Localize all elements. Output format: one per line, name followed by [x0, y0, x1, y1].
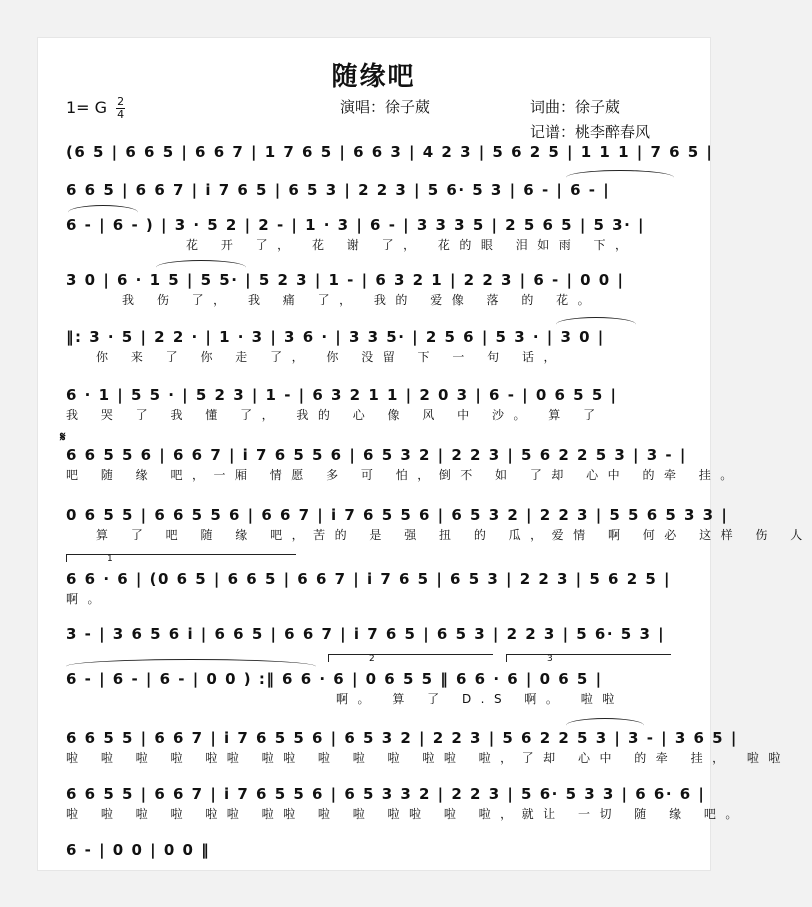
- lyric-line: 算 了 吧 随 缘 吧，苦的 是 强 扭 的 瓜，爱情 啊 何必 这样 伤 人: [96, 528, 812, 542]
- volta-bracket-1: 1: [66, 554, 296, 562]
- notation-line: 6 6 5 5 | 6 6 7 | i 7 6 5 5 6 | 6 5 3 3 2 | 2 2 3 | 5 6· 5 3 3 | 6 6· 6 |: [66, 785, 706, 803]
- notation-line: 3 - | 3 6 5 6 i | 6 6 5 | 6 6 7 | i 7 6 5 | 6 5 3 | 2 2 3 | 5 6· 5 3 |: [66, 625, 666, 643]
- song-title: 随缘吧: [331, 62, 416, 92]
- lyric-line: 啊。: [66, 592, 110, 606]
- key-signature: 1= G: [66, 98, 108, 117]
- volta-bracket-3: 3: [506, 654, 671, 662]
- notation-line: ‖: 3 · 5 | 2 2 · | 1 · 3 | 3 6 · | 3 3 5· | 2 5 6 | 5 3 · | 3 0 |: [66, 328, 605, 346]
- lyric-line: 我 哭 了 我 懂 了， 我的 心 像 风 中 沙。 算 了: [66, 408, 605, 422]
- notation-line: 6 - | 6 - | 6 - | 0 0 ) :‖ 6 6 · 6 | 0 6 5 5 ‖ 6 6 · 6 | 0 6 5 |: [66, 670, 603, 688]
- lyric-line: 你 来 了 你 走 了， 你 没留 下 一 句 话，: [96, 350, 565, 364]
- notation-line: 0 6 5 5 | 6 6 5 5 6 | 6 6 7 | i 7 6 5 5 6 | 6 5 3 2 | 2 2 3 | 5 5 6 5 3 3 |: [66, 506, 729, 524]
- key-time-signature: [66, 96, 125, 121]
- notation-line: (6 5 | 6 6 5 | 6 6 7 | 1 7 6 5 | 6 6 3 | 4 2 3 | 5 6 2 5 | 1 1 1 | 7 6 5 |: [66, 143, 714, 161]
- singer-credit: 演唱：徐子葳: [340, 98, 431, 116]
- notation-line: 6 · 1 | 5 5 · | 5 2 3 | 1 - | 6 3 2 1 1 | 2 0 3 | 6 - | 0 6 5 5 |: [66, 386, 618, 404]
- transcriber-credit: 记谱：桃李醉春风: [530, 123, 651, 141]
- lyric-line: 花 开 了， 花 谢 了， 花的眼 泪如雨 下，: [186, 238, 637, 252]
- time-numerator: 2: [117, 95, 125, 108]
- lyric-line: 吧 随 缘 吧，一厢 情愿 多 可 怕，倒不 如 了却 心中 的牵 挂。: [66, 468, 742, 482]
- notation-line: 6 6 · 6 | (0 6 5 | 6 6 5 | 6 6 7 | i 7 6 5 | 6 5 3 | 2 2 3 | 5 6 2 5 |: [66, 570, 672, 588]
- notation-line: 6 - | 6 - ) | 3 · 5 2 | 2 - | 1 · 3 | 6 - | 3 3 3 5 | 2 5 6 5 | 5 3· |: [66, 216, 646, 234]
- time-denominator: 4: [117, 108, 125, 121]
- notation-line: 6 - | 0 0 | 0 0 ‖: [66, 841, 211, 859]
- notation-line: 6 6 5 | 6 6 7 | i 7 6 5 | 6 5 3 | 2 2 3 | 5 6· 5 3 | 6 - | 6 - |: [66, 181, 611, 199]
- volta-bracket-2: 2: [328, 654, 493, 662]
- lyric-line: 我 伤 了， 我 痛 了， 我的 爱像 落 的 花。: [122, 293, 600, 307]
- lyric-line: 啦 啦 啦 啦 啦啦 啦啦 啦 啦 啦啦 啦 啦，就让 一切 随 缘 吧。: [66, 807, 747, 821]
- segno-sign: 𝄋: [60, 430, 66, 445]
- lyric-line: 啊。 算 了 D.S 啊。 啦啦: [336, 692, 624, 706]
- notation-line: 6 6 5 5 | 6 6 7 | i 7 6 5 5 6 | 6 5 3 2 | 2 2 3 | 5 6 2 2 5 3 | 3 - | 3 6 5 |: [66, 729, 738, 747]
- lyric-line: 啦 啦 啦 啦 啦啦 啦啦 啦 啦 啦 啦啦 啦，了却 心中 的牵 挂， 啦啦: [66, 751, 790, 765]
- time-signature: [116, 96, 125, 121]
- lyricist-credit: 词曲：徐子葳: [530, 98, 621, 116]
- notation-line: 6 6 5 5 6 | 6 6 7 | i 7 6 5 5 6 | 6 5 3 2 | 2 2 3 | 5 6 2 2 5 3 | 3 - |: [66, 446, 687, 464]
- notation-line: 3 0 | 6 · 1 5 | 5 5· | 5 2 3 | 1 - | 6 3 2 1 | 2 2 3 | 6 - | 0 0 |: [66, 271, 625, 289]
